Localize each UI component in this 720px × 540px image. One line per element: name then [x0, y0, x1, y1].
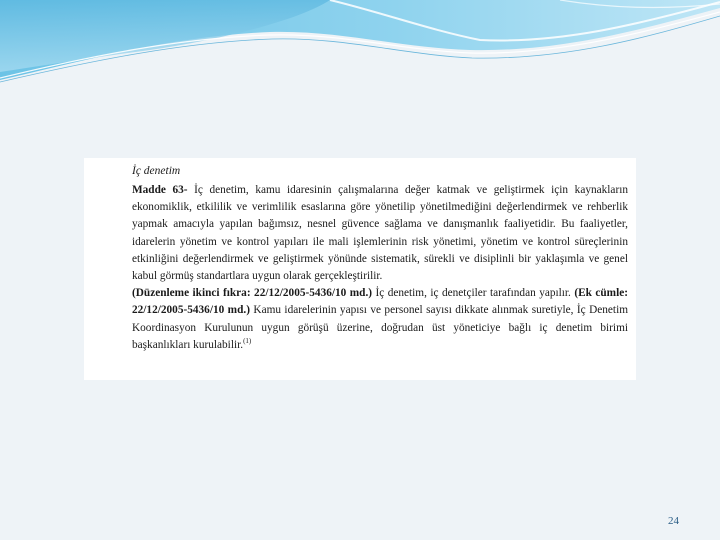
article-paragraph-2	[132, 285, 628, 354]
article-paragraph-1	[132, 182, 628, 285]
article-text: İç denetim, kamu idaresinin çalışmalarına değer katmak ve geliştirmek için kaynakların ekonomiklik, etkililik ve verimlilik esaslarına göre yönetilip yönetilmediğini değerlendirmek ve rehberlik yapmak amacıyla yapılan bağımsız, nesnel güvence sağlama ve danışmanlık faaliyetidir. Bu faaliyetler, idarelerin yönetim ve kontrol yapıları ile mali işlemlerinin risk yönetimi, yönetim ve kontrol süreçlerinin etkinliğini değerlendirmek ve geliştirmek yönünde sistematik, sürekli ve disiplinli bir yaklaşımla ve genel kabul görmüş standartlara uygun olarak gerçekleştirilir.	[132, 184, 628, 283]
amendment-note: (Düzenleme ikinci fıkra: 22/12/2005-5436/10 md.)	[132, 287, 373, 300]
footnote-reference: (1)	[243, 336, 252, 345]
page-number: 24	[668, 515, 679, 527]
sentence-note: (Ek cümle: 22/12/2005-5436/10 md.)	[132, 287, 628, 317]
paragraph-text-a: İç denetim, iç denetçiler tarafından yapılır.	[375, 287, 571, 300]
document-heading: İç denetim	[132, 165, 181, 177]
paragraph-text-b: Kamu idarelerinin yapısı ve personel sayısı dikkate alınmak suretiyle, İç Denetim Koordinasyon Kurulunun uygun görüşü üzerine, doğrudan üst yöneticiye bağlı iç denetim birimi başkanlıkları kurulabilir.	[132, 304, 629, 351]
article-label: Madde 63-	[132, 184, 188, 196]
header-wave-decoration	[0, 0, 720, 90]
document-excerpt	[84, 158, 636, 380]
